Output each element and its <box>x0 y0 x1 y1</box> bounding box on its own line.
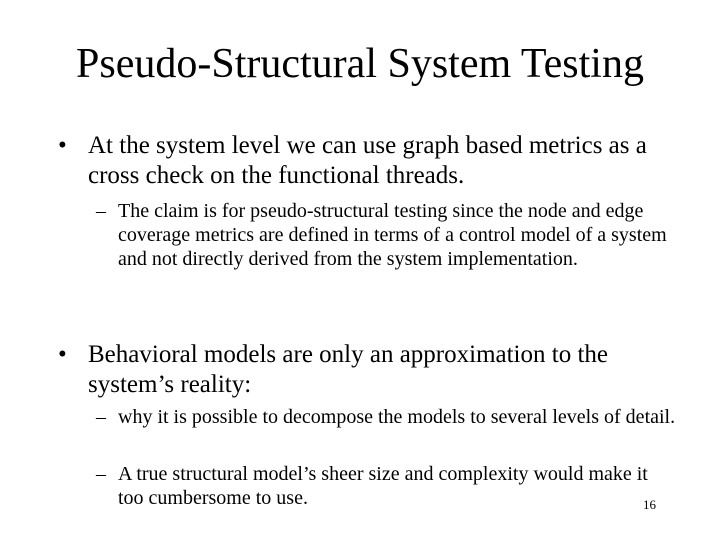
sub-bullet-marker: – <box>96 463 106 485</box>
sub-bullet-marker: – <box>96 200 106 222</box>
page-number: 16 <box>643 497 656 512</box>
sub-bullet-marker: – <box>96 406 106 428</box>
slide-title: Pseudo-Structural System Testing <box>76 41 644 87</box>
bullet-item <box>58 340 658 400</box>
sub-bullet-text: The claim is for pseudo-structural testing since the node and edge coverage metrics are defined in terms of a control model of a system and not directly derived from the system implementation. <box>118 200 667 270</box>
bullet-marker: • <box>58 132 67 159</box>
bullet-text: At the system level we can use graph based metrics as a cross check on the functional threads. <box>88 132 647 189</box>
bullet-text: Behavioral models are only an approximation to the system’s reality: <box>88 341 608 398</box>
bullet-marker: • <box>58 341 67 368</box>
bullet-item <box>58 131 658 191</box>
sub-bullet-item <box>96 199 676 271</box>
sub-bullet-item <box>96 405 676 429</box>
sub-bullet-item <box>96 462 676 510</box>
sub-bullet-text: why it is possible to decompose the models to several levels of detail. <box>118 406 676 428</box>
sub-bullet-text: A true structural model’s sheer size and complexity would make it too cumbersome to use. <box>118 463 648 509</box>
